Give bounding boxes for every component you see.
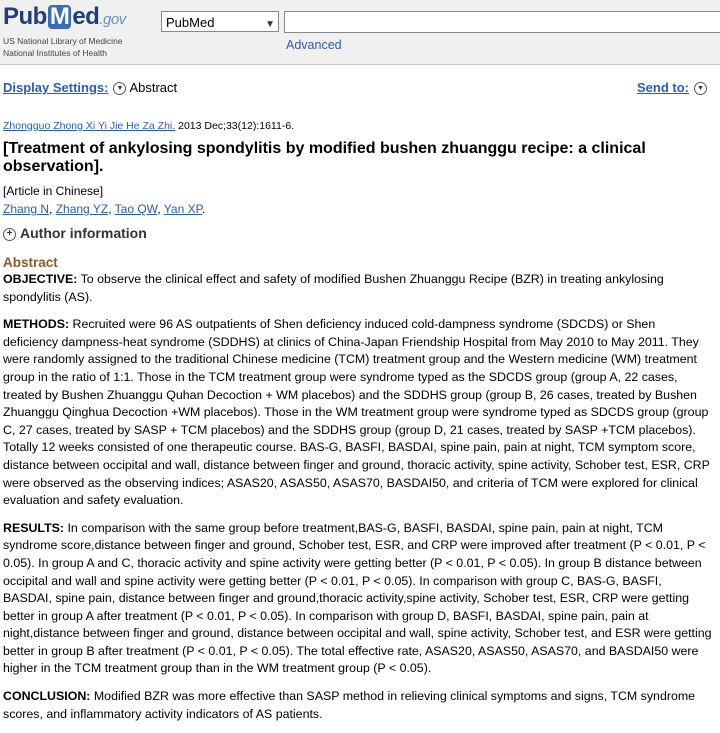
pubmed-logo[interactable]: [3, 3, 126, 58]
author-link[interactable]: Tao QW: [114, 202, 158, 216]
org-line1: US National Library of Medicine: [3, 36, 123, 46]
database-selected: PubMed: [166, 15, 215, 30]
display-format-value: Abstract: [129, 80, 178, 95]
author-link[interactable]: Yan XP: [163, 202, 203, 216]
language-note: [Article in Chinese]: [3, 184, 104, 198]
author-link[interactable]: Zhang N: [3, 202, 50, 216]
chevron-down-icon[interactable]: ▼: [113, 82, 126, 95]
abstract-body: [3, 271, 712, 723]
citation-line: [3, 120, 712, 132]
logo-wordmark[interactable]: Pub M ed.gov: [3, 3, 126, 30]
article-title: [Treatment of ankylosing spondylitis by modified bushen zhuanggu recipe: a clinical observation].: [3, 140, 646, 175]
author-list: Zhang N, Zhang YZ, Tao QW, Yan XP.: [3, 202, 206, 216]
article-content: [3, 120, 712, 733]
search-input[interactable]: [284, 11, 720, 33]
author-information-toggle[interactable]: [3, 225, 712, 241]
abstract-objective: OBJECTIVE: To observe the clinical effect and safety of modified Bushen Zhuanggu Recipe (BZR) in treating ankylosing spondylitis (AS).: [3, 272, 664, 304]
abstract-conclusion: CONCLUSION: Modified BZR was more effective than SASP method in relieving clinical symptoms and signs, TCM syndrome scores, and inflammatory activity indicators of AS patients.: [3, 689, 696, 721]
send-to-link[interactable]: Send to:: [637, 80, 689, 95]
advanced-search-link[interactable]: Advanced: [286, 38, 342, 52]
abstract-results: RESULTS: In comparison with the same group before treatment,BAS-G, BASFI, BASDAI, spine pain, pain at night, TCM syndrome score,distance between finger and ground, Schober test, ESR, and CRP were improved after treatment (P < 0.01, P < 0.05). In group A and C, thoracic activity and spine activity were getting better (P < 0.01, P < 0.05). In group B distance between occipital and wall and spine activity were getting better (P < 0.01, P < 0.05). In comparison with group C, BAS-G, BASFI, BASDAI, spine pain, distance between finger and ground,thoracic activity,spine activity, Schober test, ESR, CRP were getting better in group A after treatment (P < 0.01, P < 0.05). In comparison with group D, BASFI, BASDAI, spine pain, pain at night,distance between finger and ground, distance between occipital and wall, spine activity, Schober test, and ESR were getting better in group B after treatment (P < 0.01, P < 0.05). The total effective rate, ASAS20, ASAS50, ASAS70, and BASDAI50 were higher in the TCM treatment group than in the WM treatment group (P < 0.05).: [3, 520, 712, 676]
display-settings-bar: [3, 80, 710, 98]
display-settings-link[interactable]: Display Settings:: [3, 80, 109, 95]
org-line2: National Institutes of Health: [3, 48, 107, 58]
author-information-label: Author information: [20, 225, 147, 241]
plus-icon: +: [3, 228, 16, 241]
journal-link[interactable]: Zhongguo Zhong Xi Yi Jie He Za Zhi.: [3, 120, 176, 132]
pubmed-header: [0, 0, 720, 65]
database-select[interactable]: [161, 11, 279, 32]
abstract-heading: Abstract: [3, 255, 58, 270]
abstract-methods: METHODS: Recruited were 96 AS outpatients of Shen deficiency induced cold-dampness syndrome (SDCDS) or Shen deficiency dampness-heat syndrome (SDDHS) at clinics of China-Japan Friendship Hospital from May 2010 to May 2011. They were randomly assigned to the traditional Chinese medicine (TCM) treatment group and the Western medicine (WM) treatment group in the ratio of 1:1. Those in the TCM treatment group were syndrome typed as the SDCDS group (group A, 22 cases, treated by Bushen Zhuanggu Quhan Decoction + WM placebos) and the SDDHS group (group B, 26 cases, treated by Bushen Zhuanggu Qinghua Decoction +WM placebos). Those in the WM treatment group were syndrome typed as SDCDS group (group C, 27 cases, treated by SASP + TCM placebos) and the SDDHS group (group D, 21 cases, treated by SASP +TCM placebos). Totally 12 weeks consisted of one therapeutic course. BAS-G, BASFI, BASDAI, spine pain, pain at night, TCM symptom score, distance between occipital and wall, distance between finger and ground, thoracic activity, spine activity, Schober test, ESR, CRP were observed as the observing indices; ASAS20, ASAS50, ASAS70, BASDAI50, and criteria of TCM were explored for clinical evaluation and safety evaluation.: [3, 317, 710, 508]
chevron-down-icon[interactable]: ▼: [694, 82, 707, 95]
chevron-down-icon: ▼: [265, 19, 275, 30]
citation-details: 2013 Dec;33(12):1611-6.: [175, 120, 295, 132]
author-link[interactable]: Zhang YZ: [55, 202, 109, 216]
